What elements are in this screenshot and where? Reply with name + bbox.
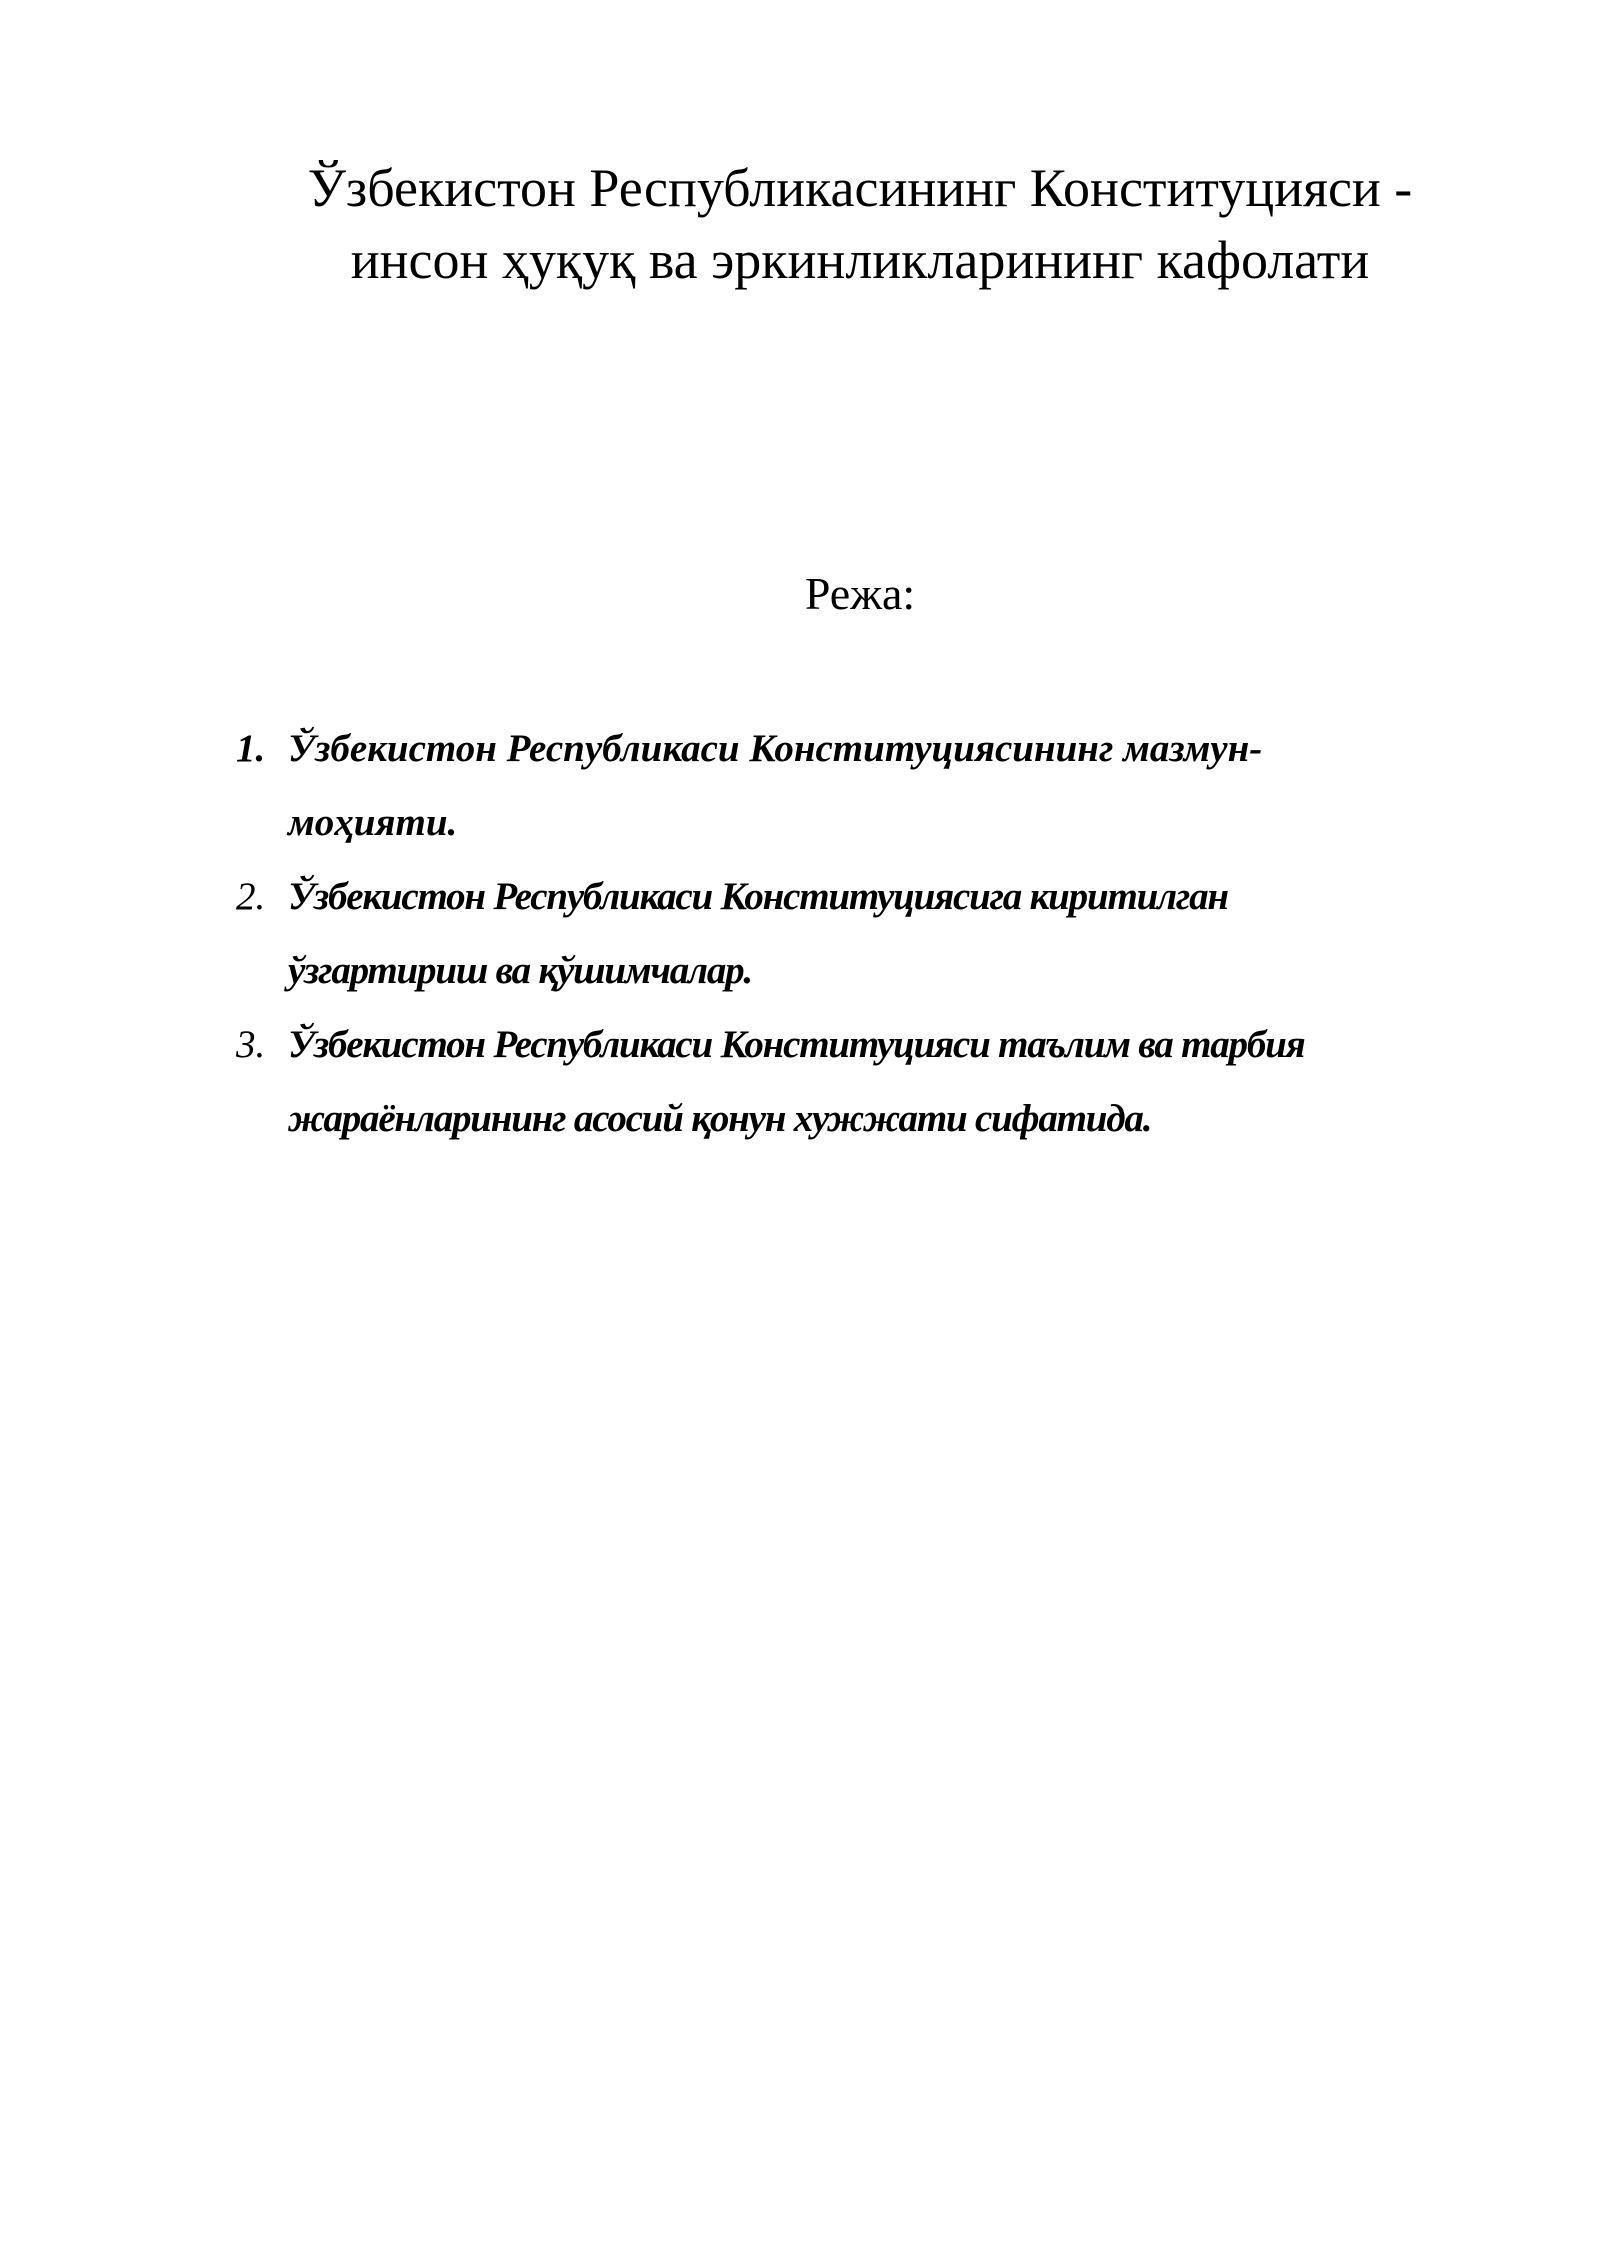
plan-item-number: 2.: [236, 875, 266, 918]
document-title-line: инсон ҳуқуқ ва эркинликларининг кафолати: [350, 230, 1370, 290]
plan-item: [230, 712, 1460, 860]
plan-item-text: Ўзбекистон Республикаси Конституцияси таълим ва тарбия: [288, 1023, 1305, 1066]
plan-item-text: Ўзбекистон Республикаси Конституциясининг мазмун-: [288, 727, 1263, 770]
document-title: [240, 152, 1480, 296]
plan-item-text: жараёнларининг асосий қонун хужжати сифатида.: [288, 1097, 1152, 1140]
document-title-line: Ўзбекистон Республикасининг Конституцияси -: [307, 158, 1413, 218]
plan-item-number: 1.: [236, 727, 266, 770]
plan-item-number: 3.: [236, 1023, 266, 1066]
plan-item-text: Ўзбекистон Республикаси Конституциясига киритилган: [288, 875, 1228, 918]
plan-item-text: ўзгартириш ва қўшимчалар.: [288, 949, 752, 992]
plan-heading: Режа:: [804, 568, 916, 619]
plan-item: [230, 1008, 1460, 1156]
plan-item: [230, 860, 1460, 1008]
plan-item-text: моҳияти.: [288, 801, 458, 844]
plan-list: [230, 712, 1460, 1156]
